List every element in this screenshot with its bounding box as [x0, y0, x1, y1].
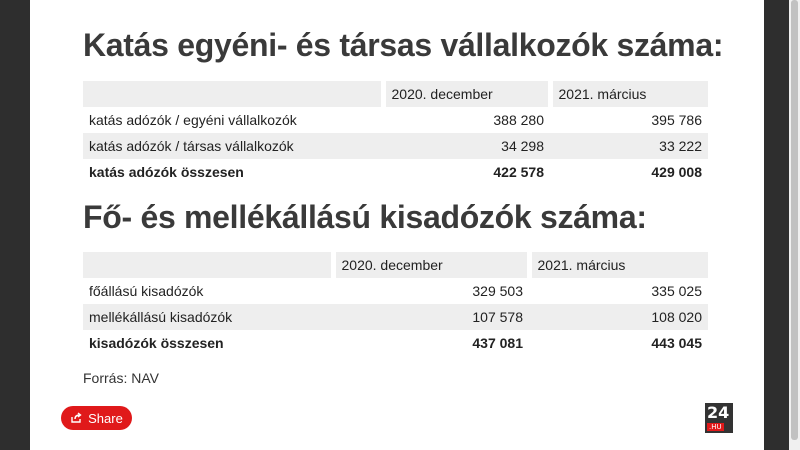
column-header-2020-december: 2020. december: [383, 81, 550, 107]
row-label: katás adózók / egyéni vállalkozók: [83, 107, 383, 133]
share-icon: [70, 412, 82, 424]
scrollbar-thumb[interactable]: [791, 0, 798, 440]
logo-domain: .HU: [709, 423, 722, 431]
column-header-2020-december: 2020. december: [333, 252, 529, 278]
column-header-empty: [83, 81, 383, 107]
value-2021-marcius: 395 786: [550, 107, 708, 133]
source-note: Forrás: NAV: [83, 370, 159, 386]
row-label: főállású kisadózók: [83, 278, 333, 304]
table-row: [83, 107, 708, 133]
value-2020-december: 437 081: [333, 330, 529, 356]
value-2020-december: 329 503: [333, 278, 529, 304]
table-total-row: [83, 159, 708, 185]
column-header-2021-marcius: 2021. március: [529, 252, 708, 278]
table-header-row: [83, 252, 708, 278]
logo-number: 24: [707, 403, 730, 422]
value-2020-december: 34 298: [383, 133, 550, 159]
share-button[interactable]: [61, 406, 132, 430]
value-2020-december: 388 280: [383, 107, 550, 133]
table-row: [83, 304, 708, 330]
table-row: [83, 278, 708, 304]
row-label: katás adózók összesen: [83, 159, 383, 185]
section2-title: Fő- és mellékállású kisadózók száma:: [83, 199, 647, 235]
24hu-logo[interactable]: [705, 403, 733, 433]
section1-table: [83, 81, 708, 185]
value-2021-marcius: 443 045: [529, 330, 708, 356]
left-background: [0, 0, 30, 450]
column-header-empty: [83, 252, 333, 278]
table-row: [83, 133, 708, 159]
value-2020-december: 107 578: [333, 304, 529, 330]
section1-title: Katás egyéni- és társas vállalkozók száma:: [83, 27, 724, 63]
row-label: mellékállású kisadózók: [83, 304, 333, 330]
value-2020-december: 422 578: [383, 159, 550, 185]
table-header-row: [83, 81, 708, 107]
value-2021-marcius: 429 008: [550, 159, 708, 185]
section2-table: [83, 252, 708, 356]
value-2021-marcius: 108 020: [529, 304, 708, 330]
row-label: katás adózók / társas vállalkozók: [83, 133, 383, 159]
value-2021-marcius: 335 025: [529, 278, 708, 304]
column-header-2021-marcius: 2021. március: [550, 81, 708, 107]
row-label: kisadózók összesen: [83, 330, 333, 356]
value-2021-marcius: 33 222: [550, 133, 708, 159]
table-total-row: [83, 330, 708, 356]
share-label: Share: [88, 410, 123, 426]
